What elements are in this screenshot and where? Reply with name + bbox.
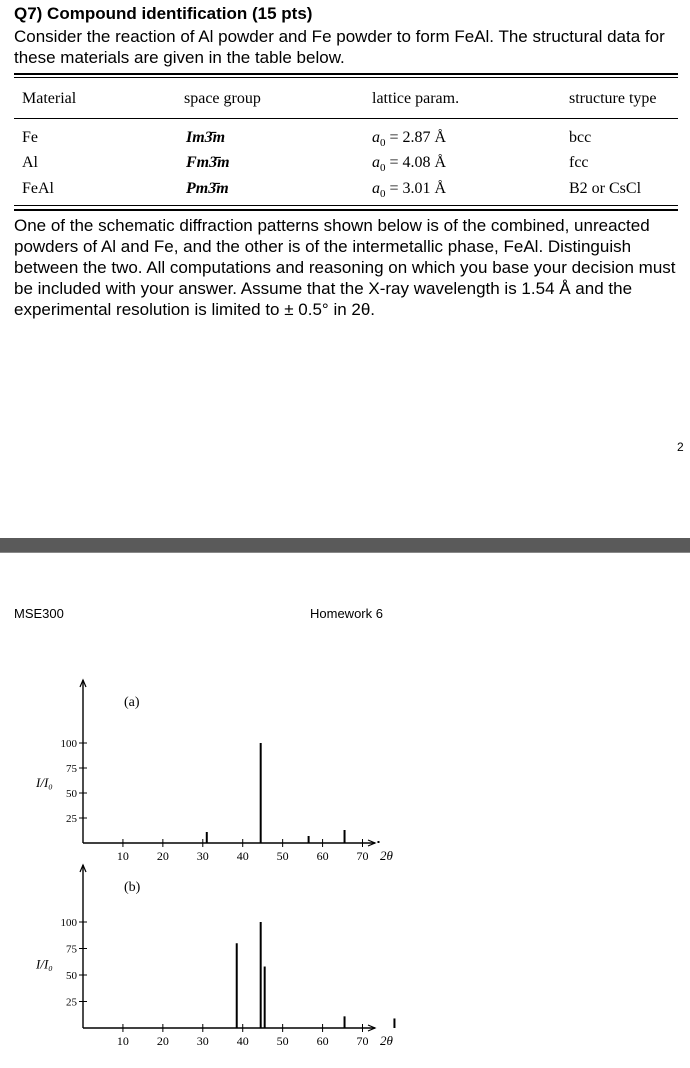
y-tick-label: 25 (66, 813, 77, 825)
question-title: Q7) Compound identification (15 pts) (14, 4, 313, 23)
x-tick-label: 70 (356, 1034, 369, 1048)
table-header-structure: structure type (569, 90, 657, 107)
table-cell-material: Al (22, 154, 38, 171)
x-tick-label: 60 (316, 849, 329, 863)
lattice-value: = 4.08 Å (389, 154, 447, 171)
table-rule-top-inner (14, 77, 678, 78)
panel-label: (a) (124, 695, 140, 710)
table-rule-bottom (14, 209, 678, 211)
x-tick-label: 50 (276, 849, 289, 863)
table-cell-structure: bcc (569, 129, 592, 146)
y-tick-label: 25 (66, 996, 77, 1009)
table-cell-lattice-param (372, 180, 446, 200)
table-cell-space-group: Im3̄m (186, 129, 226, 146)
table-cell-space-group: Pm3̄m (186, 180, 229, 197)
page-number: 2 (677, 440, 684, 454)
question-intro: Consider the reaction of Al powder and Fe powder to form FeAl. The structural data for these materials are given in the table below. (14, 27, 665, 67)
table-rule-top (14, 73, 678, 75)
y-tick-label: 50 (66, 970, 77, 982)
x-tick-label: 20 (156, 1034, 169, 1048)
table-cell-lattice-param (372, 129, 446, 149)
x-tick-label: 30 (196, 1034, 209, 1048)
x-tick-label: 40 (236, 849, 249, 863)
lattice-subscript: 0 (380, 188, 386, 201)
table-cell-structure: fcc (569, 154, 589, 171)
y-tick-label: 100 (60, 917, 77, 929)
y-axis-label: I/I₀ (36, 956, 53, 972)
table-rule-mid (14, 118, 678, 119)
header-course: MSE300 (14, 606, 64, 621)
panel-label: (b) (124, 880, 141, 895)
question-body: One of the schematic diffraction patterns shown below is of the combined, unreacted powders of Al and Fe, and the other is of the intermetallic phase, FeAl. Distinguish between the two. All computations and reasoning on which you base your decision must be included with your answer. Assume that the X-ray wavelength is 1.54 Å and the experimental resolution is limited to ± 0.5° in 2θ. (14, 216, 676, 319)
table-header-space-group: space group (184, 90, 261, 107)
page-break-divider (0, 538, 690, 553)
table-cell-material: FeAl (22, 180, 54, 197)
diffraction-patterns-chart (0, 660, 690, 1068)
table-cell-structure: B2 or CsCl (569, 180, 642, 197)
table-cell-space-group: Fm3̄m (186, 154, 230, 171)
table-cell-material: Fe (22, 129, 38, 146)
x-axis-label: 2θ (380, 1033, 393, 1048)
x-tick-label: 60 (316, 1034, 329, 1048)
x-tick-label: 30 (196, 849, 209, 863)
table-header-lattice: lattice param. (372, 90, 460, 107)
table-cell-lattice-param (372, 154, 446, 174)
y-tick-label: 50 (66, 788, 77, 800)
x-axis-label: 2θ (380, 848, 393, 863)
y-tick-label: 100 (60, 738, 77, 750)
x-tick-label: 10 (116, 849, 129, 863)
lattice-value: = 2.87 Å (389, 129, 447, 146)
x-tick-label: 70 (356, 849, 369, 863)
y-axis-label: I/I₀ (36, 775, 53, 790)
x-tick-label: 20 (156, 849, 169, 863)
lattice-subscript: 0 (380, 137, 386, 150)
x-tick-label: 40 (236, 1034, 249, 1048)
y-tick-label: 75 (66, 763, 77, 775)
x-tick-label: 50 (276, 1034, 289, 1048)
lattice-symbol: a (372, 154, 380, 171)
lattice-symbol: a (372, 180, 380, 197)
table-rule-bottom-inner (14, 205, 678, 206)
lattice-subscript: 0 (380, 162, 386, 175)
y-tick-label: 75 (66, 943, 77, 956)
header-assignment: Homework 6 (310, 606, 383, 621)
table-header-material: Material (22, 90, 77, 107)
lattice-value: = 3.01 Å (389, 180, 447, 197)
lattice-symbol: a (372, 129, 380, 146)
x-tick-label: 10 (116, 1034, 129, 1048)
